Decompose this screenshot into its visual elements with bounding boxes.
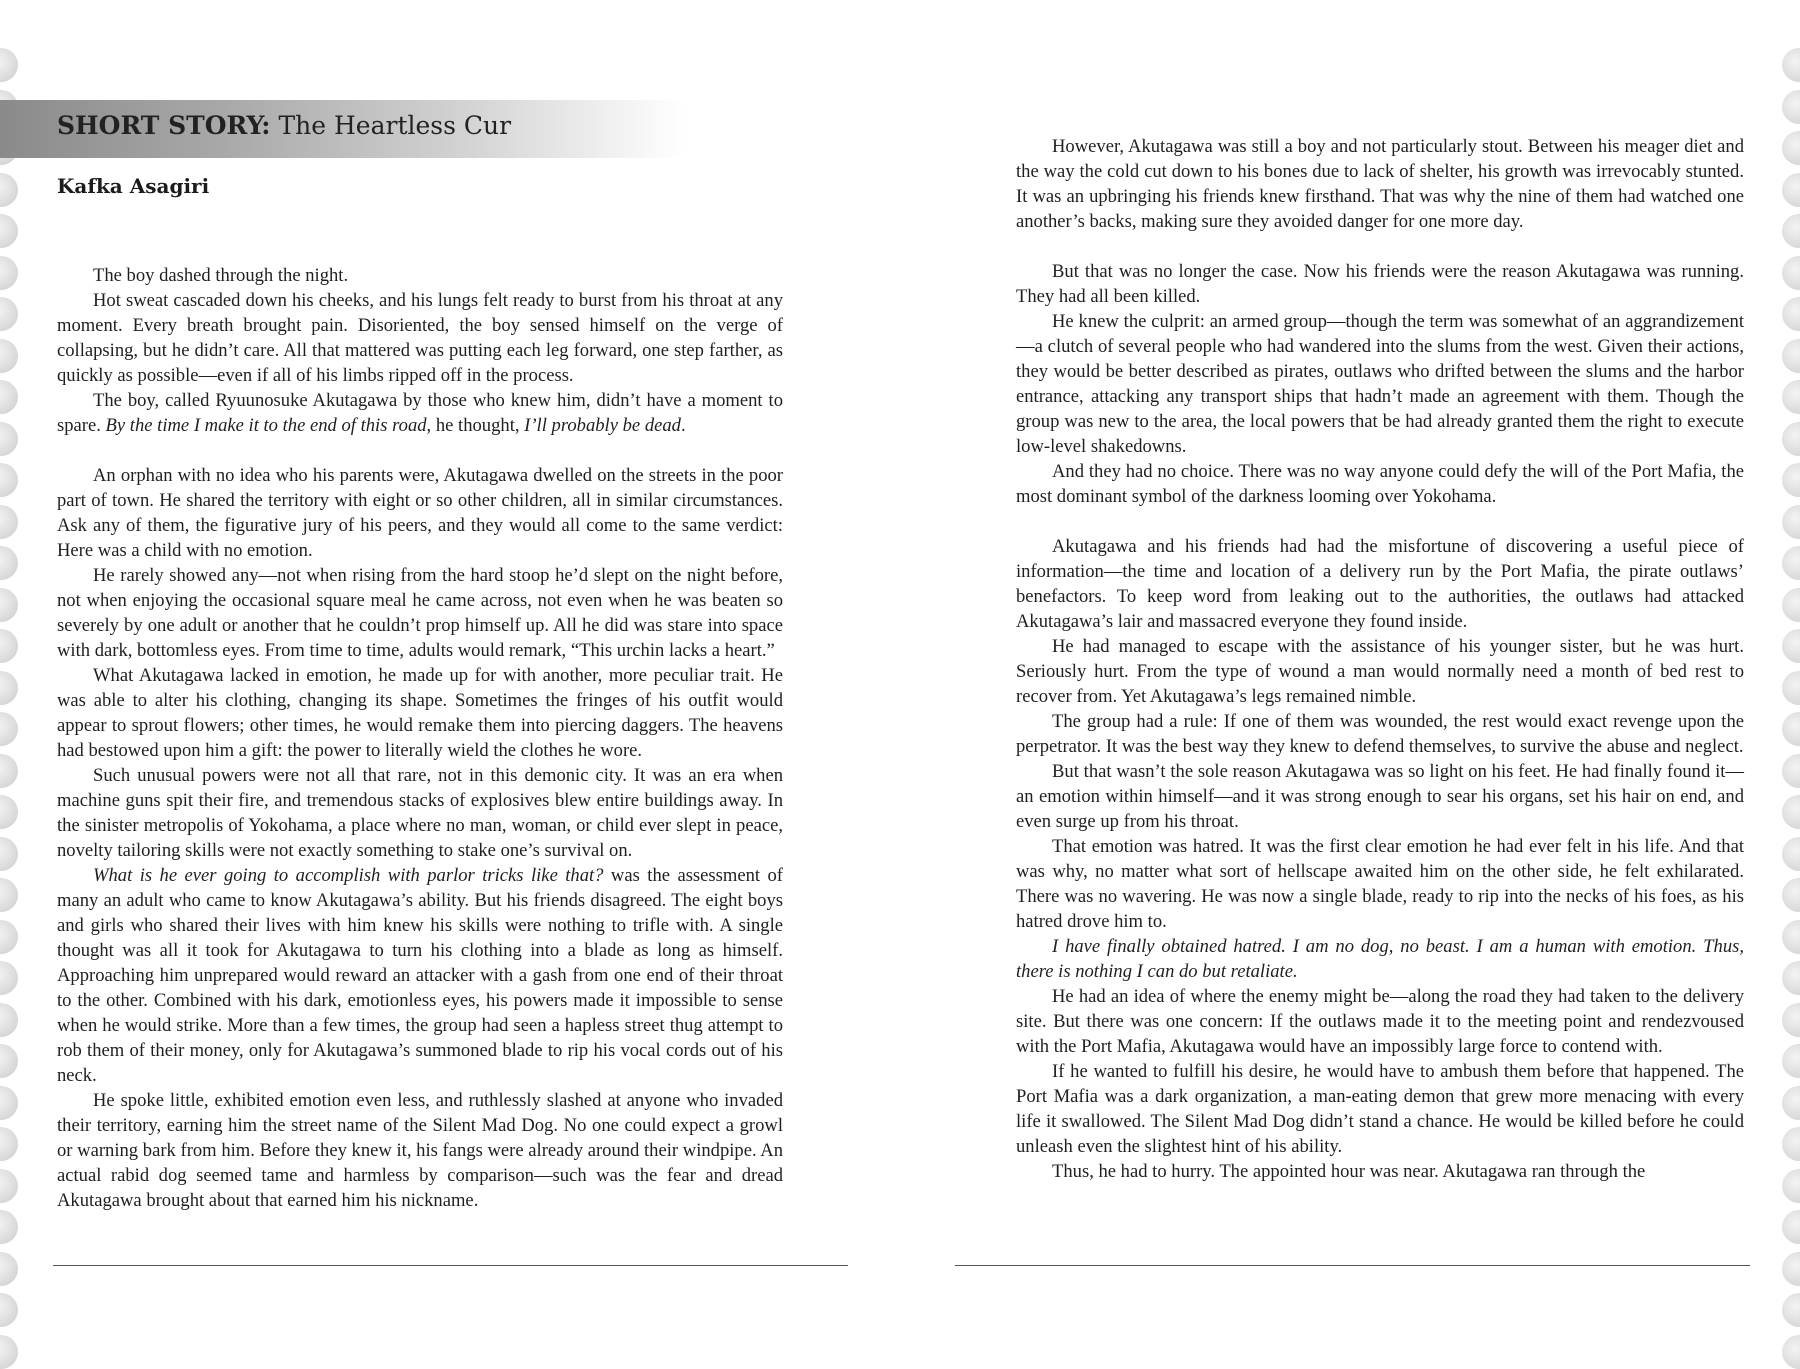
binding-ring	[0, 754, 18, 788]
binding-ring	[1782, 1127, 1800, 1161]
paragraph: He had managed to escape with the assistance of his younger sister, but he was hurt. Seriously hurt. From the type of wound a man would normally need a month of bed rest to recover from. Yet Akutagawa’s legs remained nimble.	[1016, 636, 1744, 707]
binding-ring	[1782, 754, 1800, 788]
binding-ring	[0, 380, 18, 414]
binding-rings-left	[0, 0, 28, 1350]
binding-ring	[1782, 1044, 1800, 1078]
binding-ring	[1782, 629, 1800, 663]
paragraph: Hot sweat cascaded down his cheeks, and his lungs felt ready to burst from his throat at any moment. Every breath brought pain. Disoriented, the boy sensed himself on the verge of collapsing, but he didn’t care. All that mattered was putting each leg forward, one step farther, as quickly as possible—even if all of his limbs ripped off in the process.	[57, 290, 783, 386]
paragraph: But that was no longer the case. Now his friends were the reason Akutagawa was running. They had all been killed.	[1016, 261, 1744, 307]
paragraph: He had an idea of where the enemy might be—along the road they had taken to the delivery site. But there was one concern: If the outlaws made it to the meeting point and rendezvoused with the Port Mafia, Akutagawa would have an impossibly large force to contend with.	[1016, 986, 1744, 1057]
binding-ring	[0, 1127, 18, 1161]
binding-ring	[0, 546, 18, 580]
binding-ring	[0, 795, 18, 829]
binding-ring	[1782, 878, 1800, 912]
binding-ring	[1782, 1169, 1800, 1203]
paragraph: He rarely showed any—not when rising from the hard stoop he’d slept on the night before, not when enjoying the occasional square meal he came across, not even when he was beaten so severely by one adult or another that he couldn’t prop himself up. All he did was stare into space with dark, bottomless eyes. From time to time, adults would remark, “This urchin lacks a heart.”	[57, 565, 783, 661]
right-page-text	[1016, 134, 1744, 1184]
binding-ring	[1782, 1003, 1800, 1037]
story-header-banner	[0, 100, 760, 158]
binding-ring	[0, 1086, 18, 1120]
binding-ring	[0, 920, 18, 954]
paragraph: The boy, called Ryuunosuke Akutagawa by those who knew him, didn’t have a moment to spare. By the time I make it to the end of this road, he thought, I’ll probably be dead.	[57, 390, 783, 436]
binding-ring	[0, 256, 18, 290]
paragraph: What Akutagawa lacked in emotion, he made up for with another, more peculiar trait. He was able to alter his clothing, changing its shape. Sometimes the fringes of his outfit would appear to sprout flowers; other times, he would remake them into piercing daggers. The heavens had bestowed upon him a gift: the power to literally wield the clothes he wore.	[57, 665, 783, 761]
binding-ring	[1782, 48, 1800, 82]
binding-ring	[0, 837, 18, 871]
binding-ring	[0, 214, 18, 248]
binding-ring	[0, 1335, 18, 1369]
paragraph: What is he ever going to accomplish with parlor tricks like that? was the assessment of many an adult who came to know Akutagawa’s ability. But his friends disagreed. The eight boys and girls who shared their lives with him knew his skills were nothing to trifle with. A single thought was all it took for Akutagawa to turn his clothing into a blade as long as himself. Approaching him unprepared would reward an attacker with a gash from one end of their throat to the other. Combined with his dark, emotionless eyes, his powers made it impossible to sense when he would strike. More than a few times, the group had seen a hapless street thug attempt to rob them of their money, only for Akutagawa’s summoned blade to rip his vocal cords out of his neck.	[57, 865, 783, 1086]
binding-ring	[1782, 1293, 1800, 1327]
story-header-label: SHORT STORY:	[57, 111, 271, 140]
paragraph: However, Akutagawa was still a boy and not particularly stout. Between his meager diet and the way the cold cut down to his bones due to lack of shelter, his growth was irrevocably stunted. It was an upbringing his friends knew firsthand. That was why the nine of them had watched one another’s backs, making sure they avoided danger for one more day.	[1016, 136, 1744, 232]
inner-thought: By the time I make it to the end of this road	[105, 415, 427, 436]
binding-ring	[0, 671, 18, 705]
story-title: The Heartless Cur	[278, 111, 512, 140]
left-page-text	[57, 263, 783, 1213]
binding-ring	[0, 1252, 18, 1286]
paragraph: The group had a rule: If one of them was wounded, the rest would exact revenge upon the perpetrator. It was the best way they knew to defend themselves, to survive the abuse and neglect.	[1016, 711, 1744, 757]
binding-ring	[1782, 920, 1800, 954]
binding-ring	[0, 1210, 18, 1244]
paragraph: Such unusual powers were not all that rare, not in this demonic city. It was an era when machine guns spit their fire, and tremendous stacks of explosives blew entire buildings away. In the sinister metropolis of Yokohama, a place where no man, woman, or child ever slept in peace, novelty tailoring skills were not exactly something to stake one’s survival on.	[57, 765, 783, 861]
story-header	[57, 111, 511, 140]
binding-ring	[1782, 131, 1800, 165]
binding-ring	[1782, 1210, 1800, 1244]
binding-rings-right	[1772, 0, 1800, 1350]
binding-ring	[0, 961, 18, 995]
left-page	[55, 0, 783, 1350]
inner-thought: What is he ever going to accomplish with parlor tricks like that?	[93, 865, 604, 886]
binding-ring	[1782, 1335, 1800, 1369]
paragraph: An orphan with no idea who his parents were, Akutagawa dwelled on the streets in the poor part of town. He shared the territory with eight or so other children, all in similar circumstances. Ask any of them, the figurative jury of his peers, and they would all come to the same verdict: Here was a child with no emotion.	[57, 465, 783, 561]
binding-ring	[1782, 961, 1800, 995]
binding-ring	[1782, 795, 1800, 829]
page-bottom-rule-right	[955, 1265, 1750, 1266]
binding-ring	[0, 1169, 18, 1203]
paragraph: He spoke little, exhibited emotion even less, and ruthlessly slashed at anyone who invaded their territory, earning him the street name of the Silent Mad Dog. No one could expect a growl or warning bark from him. Before they knew it, his fangs were already around their windpipe. An actual rabid dog seemed tame and harmless by comparison—such was the fear and dread Akutagawa brought about that earned him his nickname.	[57, 1090, 783, 1211]
binding-ring	[1782, 1252, 1800, 1286]
binding-ring	[1782, 463, 1800, 497]
binding-ring	[0, 588, 18, 622]
binding-ring	[0, 1293, 18, 1327]
binding-ring	[0, 878, 18, 912]
paragraph: He knew the culprit: an armed group—though the term was somewhat of an aggrandizement—a clutch of several people who had wandered into the slums from the west. Given their actions, they would be better described as pirates, outlaws who drifted between the slums and the harbor entrance, attacking any transport ships that hadn’t made an agreement with them. Though the group was new to the area, the local powers that be had already granted them the right to execute low-level shakedowns.	[1016, 311, 1744, 457]
author-name: Kafka Asagiri	[57, 174, 210, 198]
binding-ring	[0, 297, 18, 331]
binding-ring	[1782, 671, 1800, 705]
binding-ring	[1782, 339, 1800, 373]
binding-ring	[1782, 505, 1800, 539]
binding-ring	[1782, 837, 1800, 871]
binding-ring	[0, 1003, 18, 1037]
binding-ring	[0, 339, 18, 373]
binding-ring	[1782, 90, 1800, 124]
right-page	[1016, 0, 1744, 1350]
paragraph: Thus, he had to hurry. The appointed hour was near. Akutagawa ran through the	[1052, 1161, 1646, 1182]
binding-ring	[0, 629, 18, 663]
binding-ring	[1782, 1086, 1800, 1120]
binding-ring	[0, 422, 18, 456]
binding-ring	[0, 505, 18, 539]
paragraph: And they had no choice. There was no way anyone could defy the will of the Port Mafia, the most dominant symbol of the darkness looming over Yokohama.	[1016, 461, 1744, 507]
inner-thought: I’ll probably be dead	[524, 415, 681, 436]
binding-ring	[0, 1044, 18, 1078]
binding-ring	[1782, 422, 1800, 456]
inner-thought: I have finally obtained hatred. I am no dog, no beast. I am a human with emotion. Thus, there is nothing I can do but retaliate.	[1016, 936, 1744, 982]
paragraph: That emotion was hatred. It was the first clear emotion he had ever felt in his life. And that was why, no matter what sort of hellscape awaited him on the other side, he felt exhilarated. There was no wavering. He was now a single blade, ready to rip into the necks of his foes, as his hatred drove him to.	[1016, 836, 1744, 932]
binding-ring	[0, 712, 18, 746]
binding-ring	[1782, 546, 1800, 580]
paragraph: But that wasn’t the sole reason Akutagawa was so light on his feet. He had finally found it—an emotion within himself—and it was strong enough to sear his organs, set his hair on end, and even surge up from his throat.	[1016, 761, 1744, 832]
paragraph: Akutagawa and his friends had had the misfortune of discovering a useful piece of information—the time and location of a delivery run by the Port Mafia, the pirate outlaws’ benefactors. To keep word from leaking out to the authorities, the outlaws had attacked Akutagawa’s lair and massacred everyone they found inside.	[1016, 536, 1744, 632]
binding-ring	[1782, 297, 1800, 331]
page-bottom-rule-left	[53, 1265, 848, 1266]
binding-ring	[0, 48, 18, 82]
binding-ring	[1782, 712, 1800, 746]
paragraph: If he wanted to fulfill his desire, he would have to ambush them before that happened. The Port Mafia was a dark organization, a man-eating demon that grew more menacing with every life it swallowed. The Silent Mad Dog didn’t stand a chance. He would be killed before he could unleash even the slightest hint of his ability.	[1016, 1061, 1744, 1157]
binding-ring	[1782, 380, 1800, 414]
binding-ring	[0, 463, 18, 497]
binding-ring	[1782, 173, 1800, 207]
binding-ring	[1782, 214, 1800, 248]
binding-ring	[1782, 256, 1800, 290]
paragraph: The boy dashed through the night.	[93, 265, 349, 286]
binding-ring	[1782, 588, 1800, 622]
binding-ring	[0, 173, 18, 207]
